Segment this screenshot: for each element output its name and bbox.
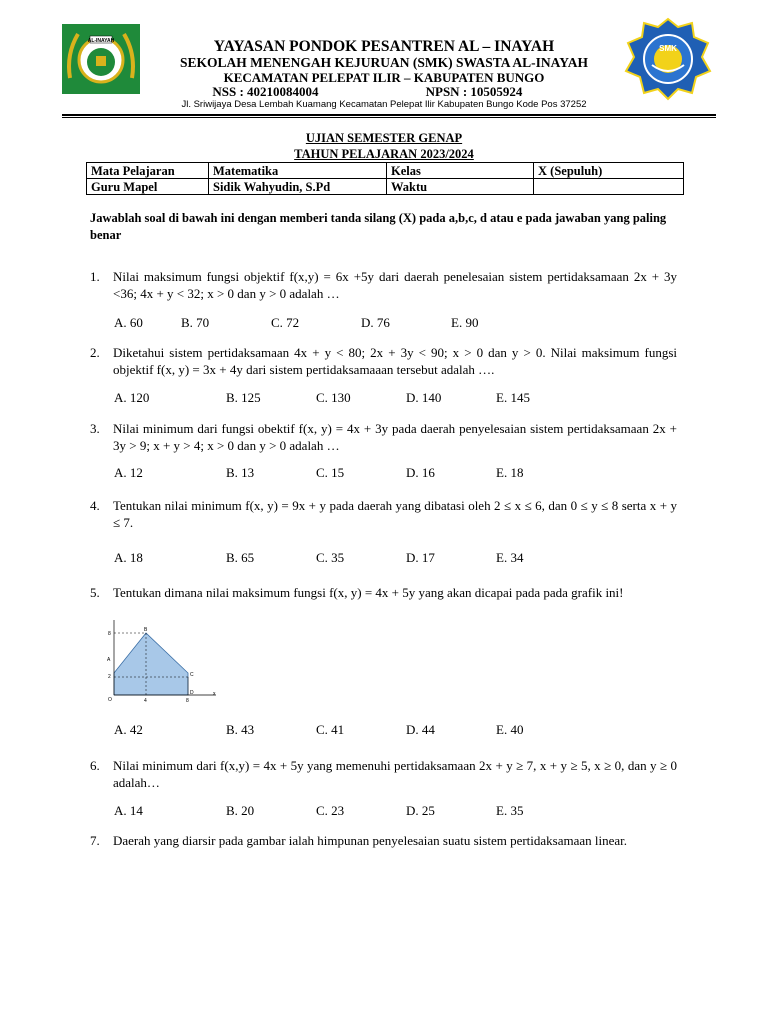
- option-a[interactable]: A. 120: [114, 390, 150, 405]
- option-d[interactable]: D. 140: [406, 390, 442, 405]
- option-d[interactable]: D. 44: [406, 722, 435, 737]
- logo-right-text: SMK: [659, 44, 677, 53]
- question-1: [90, 268, 677, 302]
- option-a[interactable]: A. 14: [114, 803, 143, 818]
- option-b[interactable]: B. 70: [181, 315, 210, 330]
- option-d[interactable]: D. 17: [406, 550, 435, 565]
- option-b[interactable]: B. 125: [226, 390, 261, 405]
- question-6: [90, 757, 677, 791]
- option-e[interactable]: E. 145: [496, 390, 530, 405]
- table-row: [87, 179, 684, 195]
- graph-label: D: [190, 690, 194, 696]
- question-number: 2.: [90, 345, 100, 360]
- option-b[interactable]: B. 65: [226, 550, 255, 565]
- table-row: [87, 163, 684, 179]
- question-text: Daerah yang diarsir pada gambar ialah himpunan penyelesaian suatu sistem pertidaksamaan linear.: [113, 833, 628, 848]
- option-c[interactable]: C. 41: [316, 722, 345, 737]
- header-divider-thin: [62, 117, 716, 118]
- graph-label: A: [107, 657, 111, 663]
- instruction-text: Jawablah soal di bawah ini dengan memberi tanda silang (X) pada a,b,c, d atau e pada jawaban yang paling benar: [90, 211, 667, 242]
- option-a[interactable]: A. 12: [114, 465, 143, 480]
- option-e[interactable]: E. 34: [496, 550, 524, 565]
- question-2: [90, 344, 677, 378]
- graph-label: 4: [144, 698, 147, 704]
- time-value: [534, 179, 684, 195]
- subject-value: Matematika: [209, 163, 387, 179]
- graph-label: 8: [186, 698, 189, 704]
- option-d[interactable]: D. 25: [406, 803, 435, 818]
- school-name: SEKOLAH MENENGAH KEJURUAN (SMK) SWASTA AL-INAYAH: [180, 55, 588, 70]
- exam-title: UJIAN SEMESTER GENAP: [305, 131, 463, 145]
- graph-label: 2: [108, 674, 111, 680]
- option-a[interactable]: A. 60: [114, 315, 143, 330]
- school-ids: [0, 84, 768, 100]
- question-4: [90, 497, 677, 531]
- option-c[interactable]: C. 35: [316, 550, 345, 565]
- graph-label: O: [108, 697, 112, 703]
- exam-year: TAHUN PELAJARAN 2023/2024: [294, 147, 474, 161]
- option-c[interactable]: C. 15: [316, 465, 345, 480]
- question-text: Tentukan nilai minimum f(x, y) = 9x + y pada daerah yang dibatasi oleh 2 ≤ x ≤ 6, dan 0 ≤ y ≤ 8 serta x + y ≤ 7.: [113, 498, 677, 530]
- npsn-number: NPSN : 10505924: [425, 84, 523, 99]
- graph-label: C: [190, 672, 194, 678]
- school-district: KECAMATAN PELEPAT ILIR – KABUPATEN BUNGO: [223, 70, 545, 85]
- nss-number: NSS : 40210084004: [212, 84, 319, 99]
- question-number: 5.: [90, 585, 100, 600]
- option-b[interactable]: B. 20: [226, 803, 255, 818]
- time-label: Waktu: [387, 179, 534, 195]
- logo-left-text: AL-INAYAH: [87, 38, 115, 44]
- question-3: [90, 420, 677, 454]
- question-5: [90, 584, 677, 601]
- option-b[interactable]: B. 43: [226, 722, 255, 737]
- option-a[interactable]: A. 42: [114, 722, 143, 737]
- header-divider: [62, 114, 716, 116]
- subject-label: Mata Pelajaran: [87, 163, 209, 179]
- question-text: Nilai minimum dari f(x,y) = 4x + 5y yang memenuhi pertidaksamaan 2x + y ≥ 7, x + y ≥ 5, x ≥ 0, dan y ≥ 0 adalah…: [113, 758, 677, 790]
- question-text: Nilai maksimum fungsi objektif f(x,y) = 6x +5y dari daerah penelesaian sistem pertidaksamaan 2x + 3y <36; 4x + y < 32; x > 0 dan y > 0 adalah …: [113, 269, 677, 301]
- option-e[interactable]: E. 18: [496, 465, 524, 480]
- exam-info-table: [86, 162, 684, 195]
- option-d[interactable]: D. 76: [361, 315, 390, 330]
- graph-label: 8: [108, 631, 111, 637]
- question-7: [90, 832, 677, 849]
- question-number: 6.: [90, 758, 100, 773]
- option-c[interactable]: C. 23: [316, 803, 345, 818]
- option-a[interactable]: A. 18: [114, 550, 143, 565]
- option-d[interactable]: D. 16: [406, 465, 435, 480]
- option-e[interactable]: E. 90: [451, 315, 479, 330]
- class-label: Kelas: [387, 163, 534, 179]
- option-c[interactable]: C. 130: [316, 390, 351, 405]
- feasible-region-graph: [104, 615, 218, 707]
- question-number: 1.: [90, 269, 100, 284]
- class-value: X (Sepuluh): [534, 163, 684, 179]
- school-address: Jl. Sriwijaya Desa Lembah Kuamang Kecamatan Pelepat Ilir Kabupaten Bungo Kode Pos 37252: [181, 99, 587, 110]
- teacher-label: Guru Mapel: [87, 179, 209, 195]
- question-number: 4.: [90, 498, 100, 513]
- option-e[interactable]: E. 40: [496, 722, 524, 737]
- question-text: Nilai minimum dari fungsi obektif f(x, y) = 4x + 3y pada daerah penyelesaian sistem pertidaksamaan 2x + 3y > 9; x + y > 4; x > 0 dan y > 0 adalah …: [113, 421, 677, 453]
- graph-label: B: [144, 627, 148, 633]
- teacher-value: Sidik Wahyudin, S.Pd: [209, 179, 387, 195]
- question-text: Diketahui sistem pertidaksamaan 4x + y < 80; 2x + 3y < 90; x > 0 dan y > 0. Nilai maksimum fungsi objektif f(x, y) = 3x + 4y dari sistem pertidaksamaaan tersebut adalah ….: [113, 345, 677, 377]
- option-e[interactable]: E. 35: [496, 803, 524, 818]
- foundation-name: YAYASAN PONDOK PESANTREN AL – INAYAH: [213, 38, 555, 55]
- question-number: 3.: [90, 421, 100, 436]
- option-b[interactable]: B. 13: [226, 465, 255, 480]
- question-number: 7.: [90, 833, 100, 848]
- question-text: Tentukan dimana nilai maksimum fungsi f(x, y) = 4x + 5y yang akan dicapai pada pada grafik ini!: [113, 585, 624, 600]
- graph-label: x: [213, 691, 216, 697]
- option-c[interactable]: C. 72: [271, 315, 300, 330]
